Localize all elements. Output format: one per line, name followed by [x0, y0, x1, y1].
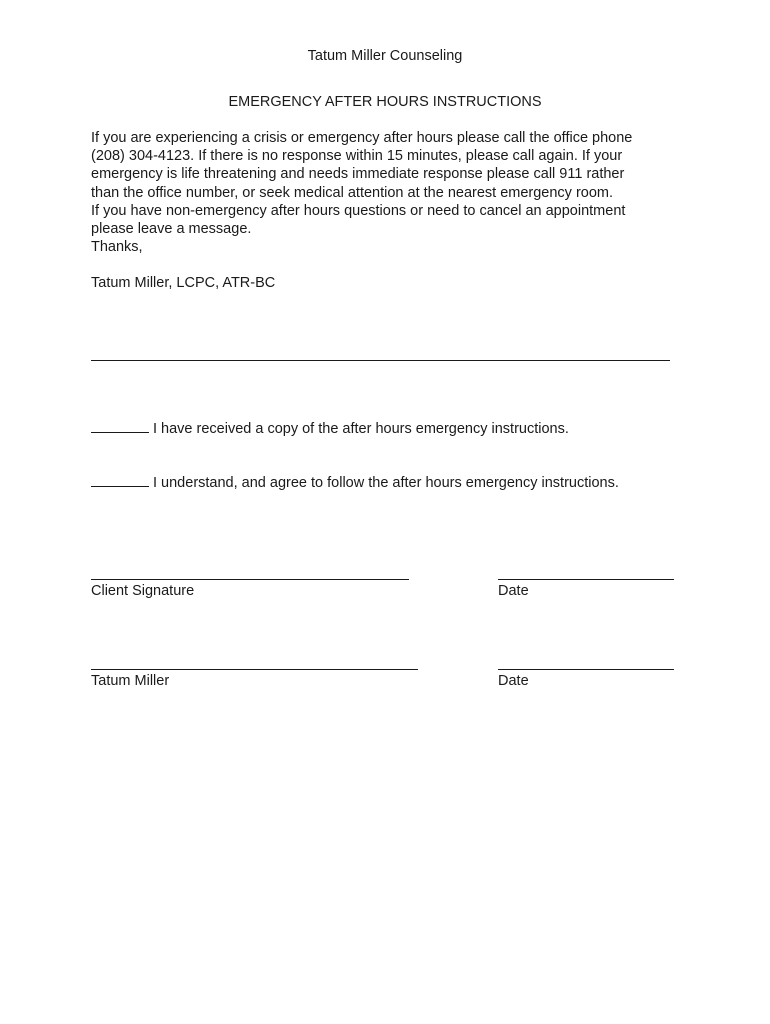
instructions-line: (208) 304-4123. If there is no response within 15 minutes, please call again. If your — [91, 148, 623, 165]
document-title: EMERGENCY AFTER HOURS INSTRUCTIONS — [228, 94, 542, 110]
instructions-line: Thanks, — [91, 239, 143, 256]
client-signature-line[interactable] — [91, 579, 409, 580]
divider-line — [91, 360, 670, 361]
instructions-line: please leave a message. — [91, 221, 252, 238]
therapist-date-label: Date — [498, 673, 529, 689]
therapist-date-line[interactable] — [498, 669, 674, 670]
ack-received-row — [91, 420, 569, 438]
client-signature-label: Client Signature — [91, 583, 195, 599]
ack-understand-text: I understand, and agree to follow the after hours emergency instructions. — [153, 475, 619, 491]
ack-understand-row — [91, 474, 619, 492]
instructions-line: than the office number, or seek medical attention at the nearest emergency room. — [91, 184, 614, 201]
instructions-line: emergency is life threatening and needs immediate response please call 911 rather — [91, 166, 625, 183]
client-date-line[interactable] — [498, 579, 674, 580]
practice-name: Tatum Miller Counseling — [307, 48, 463, 64]
instructions-body — [91, 129, 691, 256]
ack-understand-initials-blank[interactable] — [91, 474, 149, 487]
ack-received-text: I have received a copy of the after hours emergency instructions. — [153, 421, 569, 437]
instructions-line: If you are experiencing a crisis or emergency after hours please call the office phone — [91, 130, 633, 146]
instructions-line: If you have non-emergency after hours questions or need to cancel an appointment — [91, 202, 626, 219]
client-date-label: Date — [498, 583, 529, 599]
ack-received-initials-blank[interactable] — [91, 420, 149, 433]
therapist-signature-label: Tatum Miller — [91, 673, 170, 689]
therapist-signature-line[interactable] — [91, 669, 418, 670]
signoff: Tatum Miller, LCPC, ATR-BC — [91, 275, 276, 291]
